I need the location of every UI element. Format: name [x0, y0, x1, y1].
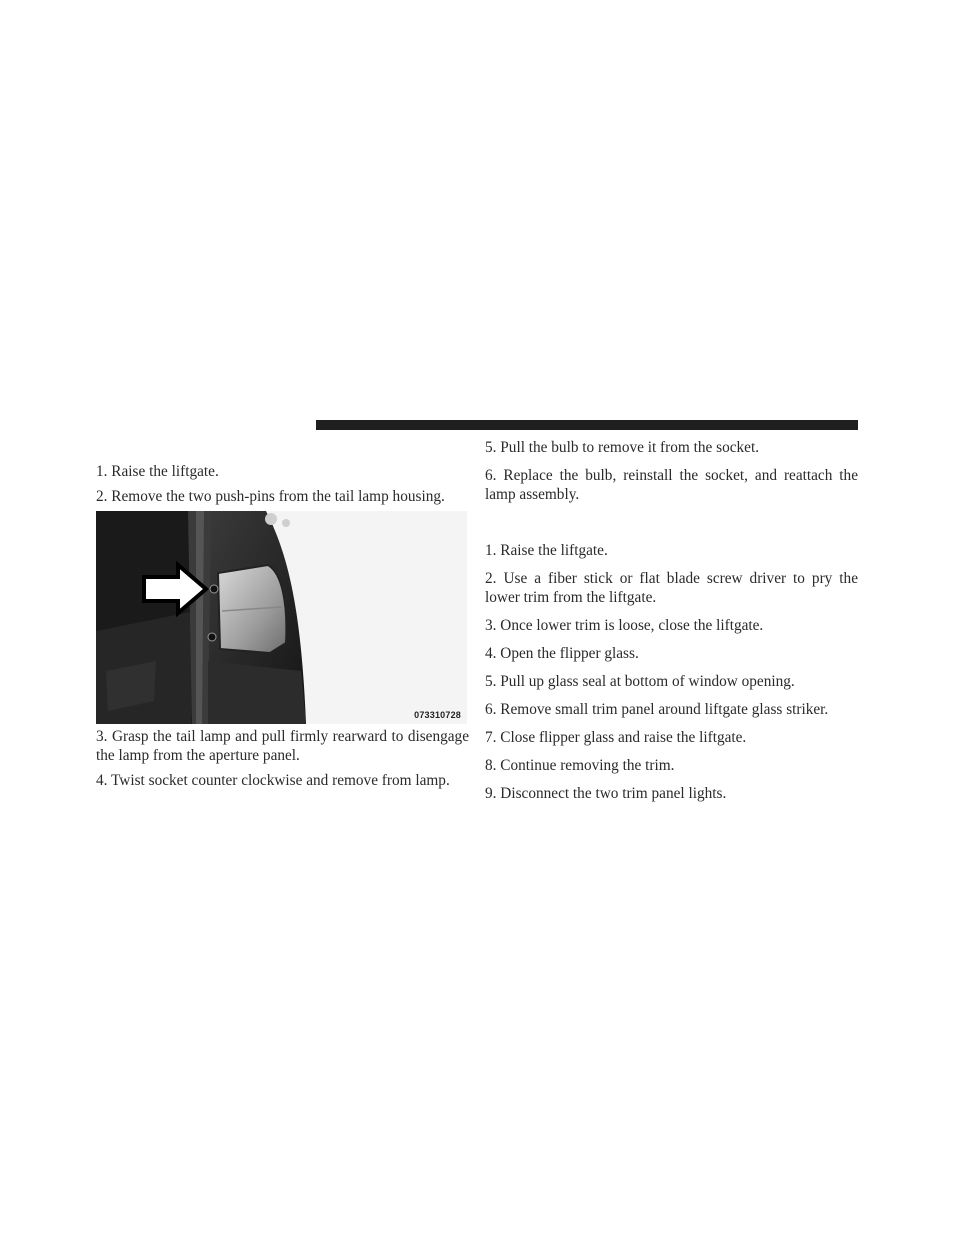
right-step-6: 6. Replace the bulb, reinstall the socket, and reattach the lamp assembly. — [485, 467, 858, 503]
trim-step-5: 5. Pull up glass seal at bottom of window opening. — [485, 673, 795, 690]
section-header-bar — [316, 420, 858, 430]
trim-step-1: 1. Raise the liftgate. — [485, 542, 608, 559]
trim-step-8: 8. Continue removing the trim. — [485, 757, 675, 774]
tail-lamp-illustration — [96, 511, 467, 724]
left-step-3: 3. Grasp the tail lamp and pull firmly rearward to disengage the lamp from the aperture panel. — [96, 728, 469, 764]
trim-step-9: 9. Disconnect the two trim panel lights. — [485, 785, 727, 802]
trim-step-3: 3. Once lower trim is loose, close the liftgate. — [485, 617, 764, 634]
trim-step-7: 7. Close flipper glass and raise the liftgate. — [485, 729, 747, 746]
tail-lamp-figure — [96, 511, 467, 724]
trim-step-2: 2. Use a fiber stick or flat blade screw driver to pry the lower trim from the liftgate. — [485, 570, 858, 606]
trim-step-4: 4. Open the flipper glass. — [485, 645, 639, 662]
figure-code: 073310728 — [414, 710, 461, 720]
left-step-2: 2. Remove the two push-pins from the tail lamp housing. — [96, 488, 445, 505]
trim-step-6: 6. Remove small trim panel around liftgate glass striker. — [485, 701, 829, 718]
left-step-4: 4. Twist socket counter clockwise and remove from lamp. — [96, 772, 450, 789]
left-step-1: 1. Raise the liftgate. — [96, 463, 219, 480]
right-step-5: 5. Pull the bulb to remove it from the socket. — [485, 439, 760, 456]
